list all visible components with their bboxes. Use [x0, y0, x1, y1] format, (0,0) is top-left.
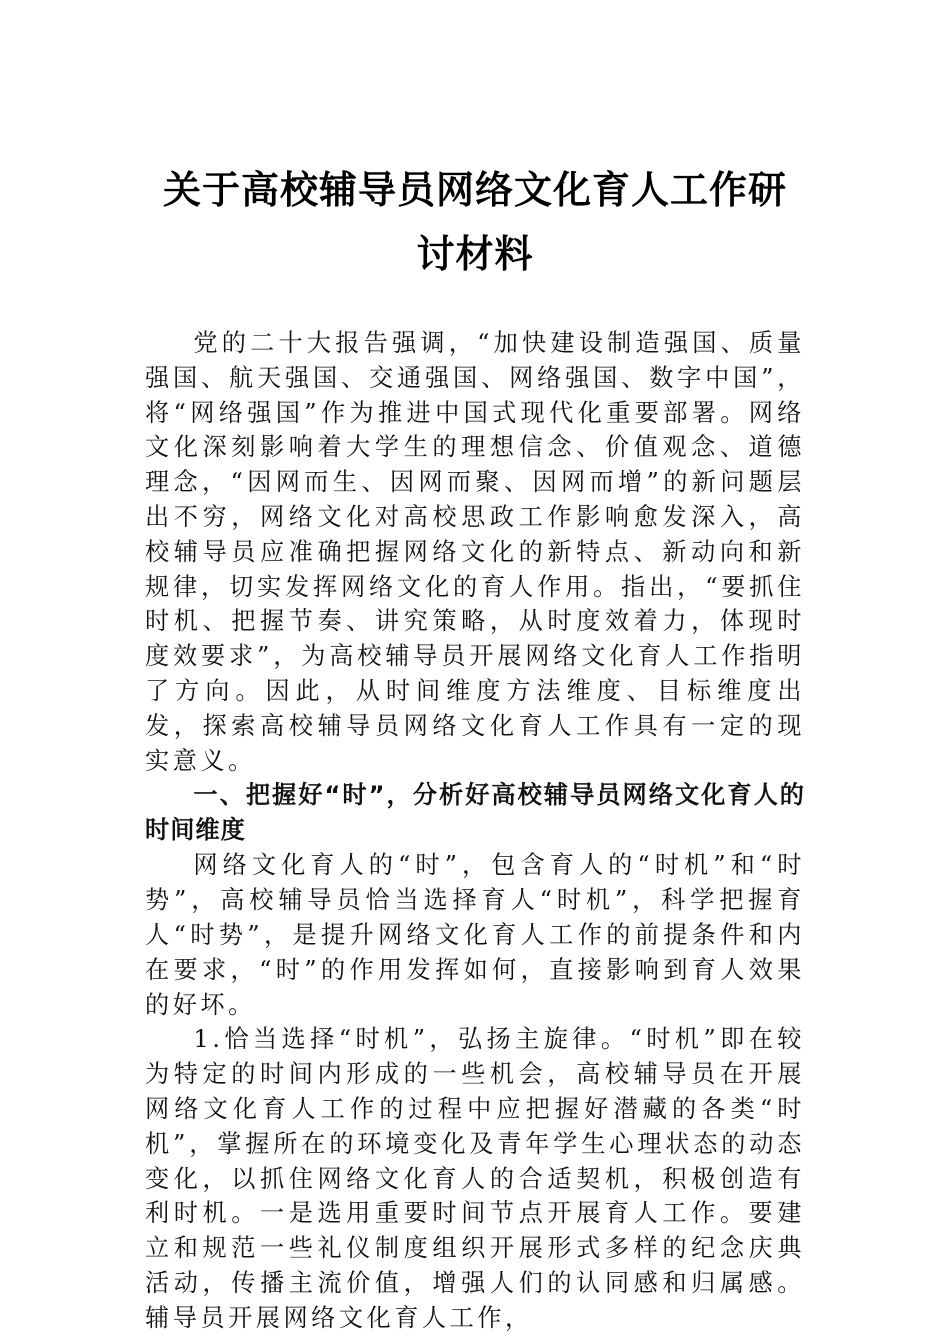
- section-1-item-1-paragraph: 1.恰当选择“时机”，弘扬主旋律。“时机”即在较为特定的时间内形成的一些机会，高校辅导员在开展网络文化育人工作的过程中应把握好潜藏的各类“时机”，掌握所在的环境变化及青年学生心理状态的动态变化，以抓住网络文化育人的合适契机，积极创造有利时机。一是选用重要时间节点开展育人工作。要建立和规范一些礼仪制度组织开展形式多样的纪念庆典活动，传播主流价值，增强人们的认同感和归属感。辅导员开展网络文化育人工作，: [145, 1025, 805, 1332]
- intro-paragraph: 党的二十大报告强调，“加快建设制造强国、质量强国、航天强国、交通强国、网络强国、数字中国”，将“网络强国”作为推进中国式现代化重要部署。网络文化深刻影响着大学生的理想信念、价值观念、道德理念，“因网而生、因网而聚、因网而增”的新问题层出不穷，网络文化对高校思政工作影响愈发深入，高校辅导员应准确把握网络文化的新特点、新动向和新规律，切实发挥网络文化的育人作用。指出，“要抓住时机、把握节奏、讲究策略，从时度效着力，体现时度效要求”，为高校辅导员开展网络文化育人工作指明了方向。因此，从时间维度方法维度、目标维度出发，探索高校辅导员网络文化育人工作具有一定的现实意义。: [145, 329, 805, 775]
- section-heading-1: 一、把握好“时”，分析好高校辅导员网络文化育人的时间维度: [145, 781, 805, 845]
- document-body: [145, 326, 805, 1336]
- section-1-paragraph: 网络文化育人的“时”，包含育人的“时机”和“时势”，高校辅导员恰当选择育人“时机”，科学把握育人“时势”，是提升网络文化育人工作的前提条件和内在要求，“时”的作用发挥如何，直接影响到育人效果的好坏。: [145, 851, 805, 1019]
- document-title: 关于高校辅导员网络文化育人工作研讨材料: [162, 167, 787, 276]
